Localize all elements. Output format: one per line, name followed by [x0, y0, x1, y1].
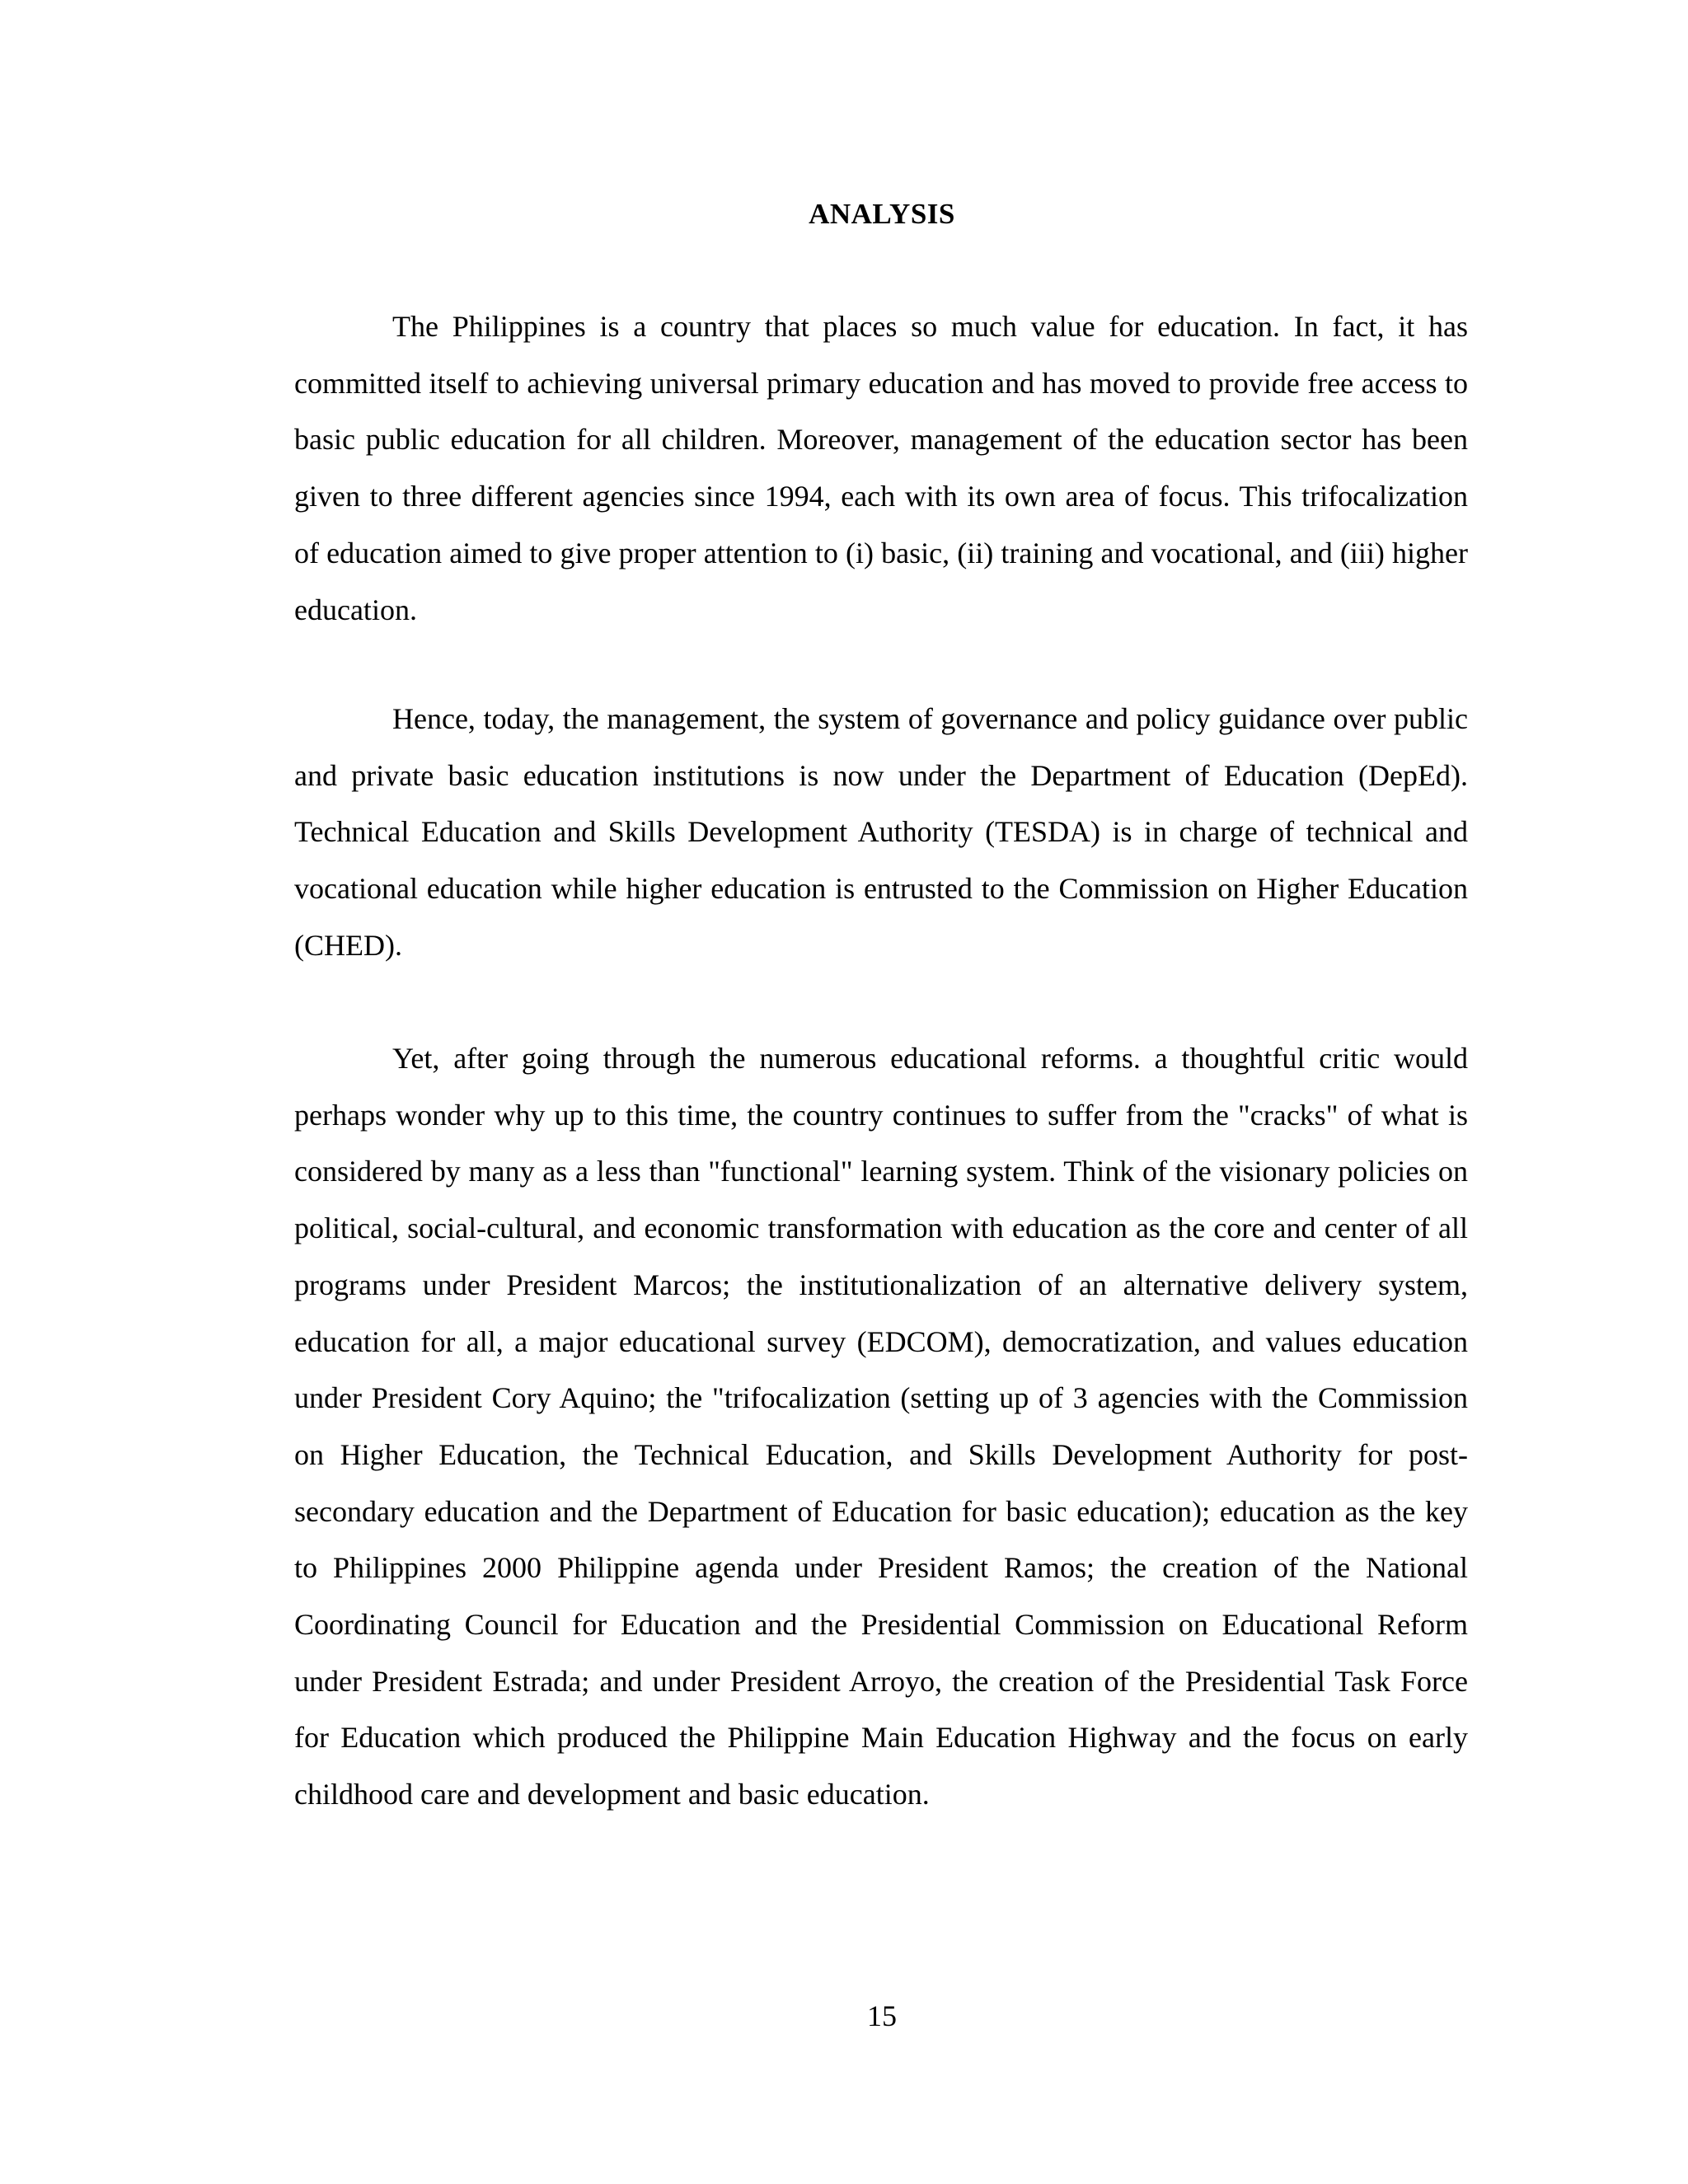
- paragraph-1: The Philippines is a country that places so much value for education. In fact, it has committed itself to achieving universal primary education and has moved to provide free access to basic public education for all children. Moreover, management of the education sector has been given to three different agencies since 1994, each with its own area of focus. This trifocalization of education aimed to give proper attention to (i) basic, (ii) training and vocational, and (iii) higher education.: [294, 310, 1468, 626]
- page-number: 15: [867, 1999, 897, 2032]
- paragraph-2: Hence, today, the management, the system of governance and policy guidance over public and private basic education institutions is now under the Department of Education (DepEd). Technical Education and Skills Development Authority (TESDA) is in charge of technical and vocational education while higher education is entrusted to the Commission on Higher Education (CHED).: [294, 702, 1468, 962]
- paragraph-3: Yet, after going through the numerous educational reforms. a thoughtful critic would perhaps wonder why up to this time, the country continues to suffer from the "cracks" of what is considered by many as a less than "functional" learning system. Think of the visionary policies on political, social-cultural, and economic transformation with education as the core and center of all programs under President Marcos; the institutionalization of an alternative delivery system, education for all, a major educational survey (EDCOM), democratization, and values education under President Cory Aquino; the "trifocalization (setting up of 3 agencies with the Commission on Higher Education, the Technical Education, and Skills Development Authority for post-secondary education and the Department of Education for basic education); education as the key to Philippines 2000 Philippine agenda under President Ramos; the creation of the National Coordinating Council for Education and the Presidential Commission on Educational Reform under President Estrada; and under President Arroyo, the creation of the Presidential Task Force for Education which produced the Philippine Main Education Highway and the focus on early childhood care and development and basic education.: [294, 1042, 1468, 1811]
- section-heading: ANALYSIS: [809, 198, 955, 230]
